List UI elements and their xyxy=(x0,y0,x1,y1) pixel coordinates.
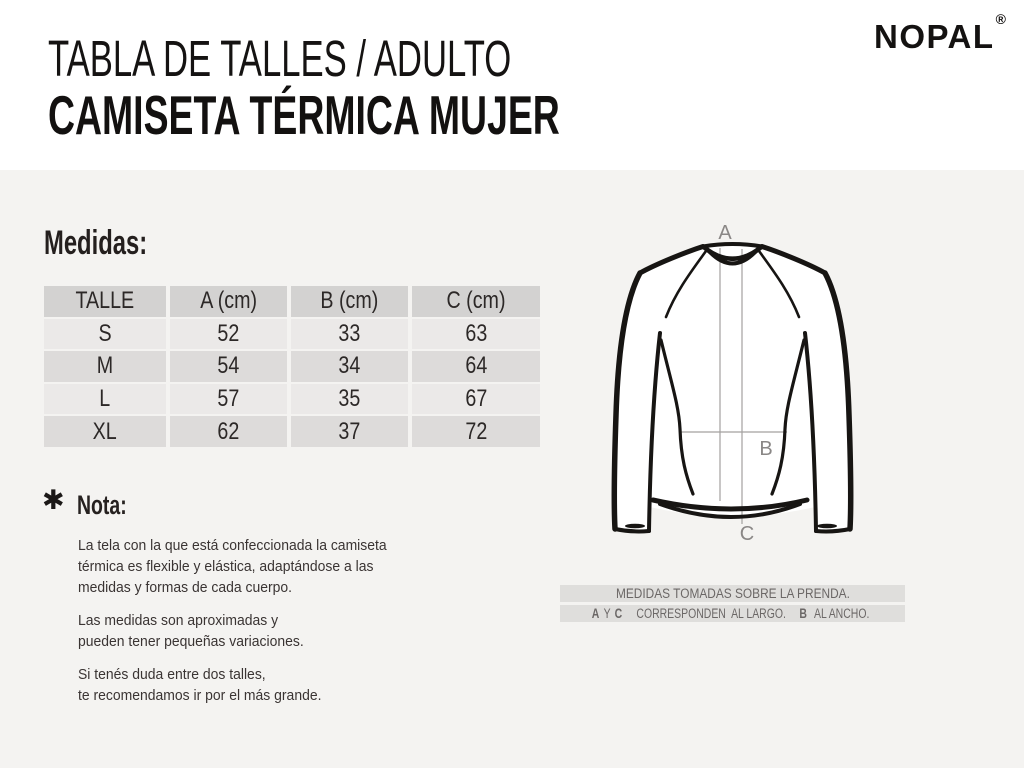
diagram-caption xyxy=(570,585,895,622)
brand-logo xyxy=(874,11,1006,55)
note-paragraph: La tela con la que está confeccionada la camiseta térmica es flexible y elástica, adaptándose a las medidas y formas de cada cuerpo. xyxy=(78,537,387,596)
measure-b-cell: 37 xyxy=(291,416,408,447)
measure-label-a: A xyxy=(718,222,732,244)
note-paragraph: Las medidas son aproximadas y pueden tener pequeñas variaciones. xyxy=(78,612,304,650)
note-title-text: Nota: xyxy=(77,490,127,520)
page-title-line1 xyxy=(48,30,729,87)
column-header: C (cm) xyxy=(412,286,540,317)
measure-b-cell: 35 xyxy=(291,384,408,415)
caption-line-2 xyxy=(560,605,904,622)
caption-line-2-text: A Y C CORRESPONDEN AL LARGO. B AL ANCHO. xyxy=(592,606,870,621)
size-cell: XL xyxy=(44,416,166,447)
measure-c-cell: 64 xyxy=(412,351,540,382)
measure-label-b: B xyxy=(759,438,773,460)
measure-a-cell: 62 xyxy=(170,416,287,447)
measure-label-c: C xyxy=(739,523,755,545)
shirt-diagram xyxy=(580,215,905,580)
measure-a-cell: 52 xyxy=(170,319,287,350)
measure-c-cell: 67 xyxy=(412,384,540,415)
page-title-line1-text: TABLA DE TALLES / ADULTO xyxy=(48,30,512,87)
page-title-line2-text: CAMISETA TÉRMICA MUJER xyxy=(48,84,560,146)
column-header: TALLE xyxy=(44,286,166,317)
measure-b-cell: 34 xyxy=(291,351,408,382)
measure-b-cell: 33 xyxy=(291,319,408,350)
medidas-heading xyxy=(44,226,191,260)
left-cuff-slit xyxy=(625,524,645,529)
size-cell: M xyxy=(44,351,166,382)
note-paragraphs xyxy=(78,535,387,718)
brand-name: NOPAL xyxy=(874,18,995,55)
measure-c-cell: 72 xyxy=(412,416,540,447)
registered-trademark-icon: ® xyxy=(995,11,1006,27)
caption-line-1 xyxy=(560,585,906,602)
right-cuff-slit xyxy=(817,524,837,529)
size-cell: L xyxy=(44,384,166,415)
page-title-line2 xyxy=(48,84,801,146)
caption-line-1-text: MEDIDAS TOMADAS SOBRE LA PRENDA. xyxy=(615,586,850,601)
note-title xyxy=(77,492,146,519)
measure-a-cell: 57 xyxy=(170,384,287,415)
note-paragraph: Si tenés duda entre dos talles, te recomendamos ir por el más grande. xyxy=(78,666,322,704)
size-table xyxy=(44,286,541,447)
measure-a-cell: 54 xyxy=(170,351,287,382)
measure-c-cell: 63 xyxy=(412,319,540,350)
column-header: B (cm) xyxy=(291,286,408,317)
medidas-heading-text: Medidas: xyxy=(44,224,148,262)
size-cell: S xyxy=(44,319,166,350)
column-header: A (cm) xyxy=(170,286,287,317)
asterisk-icon: ✱ xyxy=(42,485,65,515)
